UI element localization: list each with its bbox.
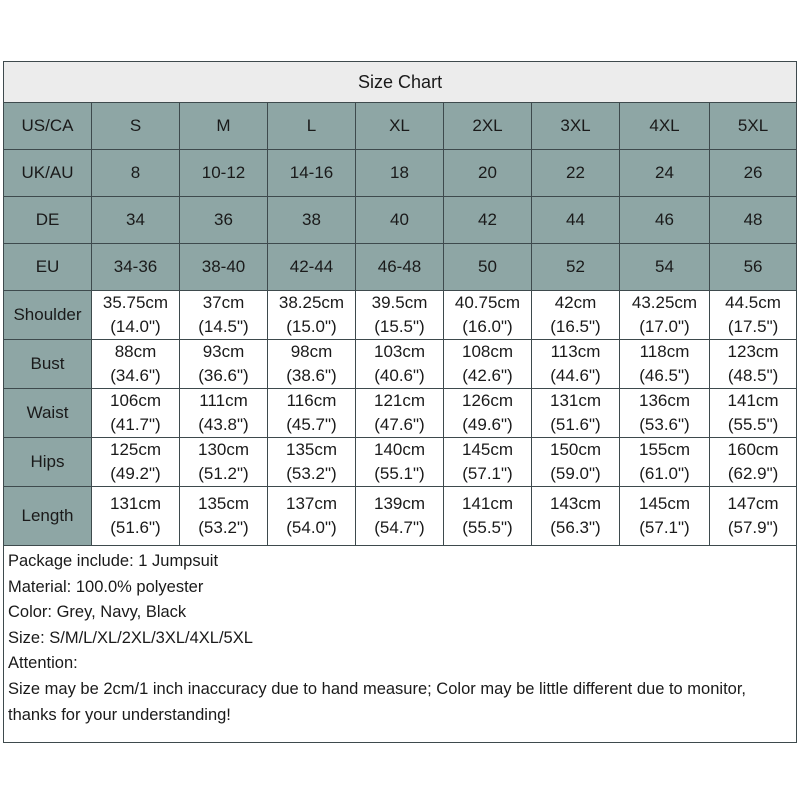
size-cell: 18	[356, 150, 444, 197]
measurement-row	[4, 340, 797, 389]
measurement-cell	[356, 340, 444, 389]
cm-value: 147cm	[727, 494, 779, 513]
cm-value: 113cm	[550, 342, 601, 361]
size-cell: 50	[444, 244, 532, 291]
size-cell: S	[92, 103, 180, 150]
inch-value: (42.6")	[462, 366, 513, 385]
cm-value: 150cm	[549, 440, 602, 459]
measurement-cell	[620, 438, 710, 487]
measurement-cell	[92, 487, 180, 546]
cm-value: 98cm	[290, 342, 333, 361]
inch-value: (15.0")	[286, 317, 337, 336]
size-cell: 46	[620, 197, 710, 244]
inch-value: (53.2")	[286, 464, 337, 483]
cm-value: 42cm	[554, 293, 597, 312]
size-cell: 20	[444, 150, 532, 197]
cm-value: 43.25cm	[631, 293, 698, 312]
row-header: Bust	[4, 340, 92, 389]
measurement-cell	[180, 291, 268, 340]
measurement-cell	[444, 389, 532, 438]
cm-value: 39.5cm	[371, 293, 428, 312]
measurement-row	[4, 291, 797, 340]
cm-value: 140cm	[373, 440, 426, 459]
size-cell: XL	[356, 103, 444, 150]
inch-value: (44.6")	[550, 366, 601, 385]
measurement-cell	[710, 487, 797, 546]
measurement-cell	[268, 438, 356, 487]
inch-value: (61.0")	[639, 464, 690, 483]
measurement-cell	[92, 291, 180, 340]
inch-value: (55.5")	[462, 518, 513, 537]
size-cell: 8	[92, 150, 180, 197]
info-line: Size may be 2cm/1 inch inaccuracy due to hand measure; Color may be little different due to monitor,	[8, 679, 746, 698]
size-row	[4, 150, 797, 197]
measurement-cell	[268, 487, 356, 546]
inch-value: (15.5")	[374, 317, 425, 336]
cm-value: 135cm	[285, 440, 338, 459]
inch-value: (55.1")	[374, 464, 425, 483]
cm-value: 143cm	[549, 494, 602, 513]
info-line: Size: S/M/L/XL/2XL/3XL/4XL/5XL	[8, 628, 253, 647]
info-row	[4, 546, 797, 743]
cm-value: 145cm	[461, 440, 514, 459]
inch-value: (49.6")	[462, 415, 513, 434]
size-cell: L	[268, 103, 356, 150]
cm-value: 44.5cm	[725, 293, 781, 312]
chart-title: Size Chart	[4, 62, 797, 103]
measurement-row	[4, 487, 797, 546]
info-line: Color: Grey, Navy, Black	[8, 603, 187, 622]
row-header: EU	[4, 244, 92, 291]
inch-value: (34.6")	[110, 366, 161, 385]
inch-value: (57.1")	[462, 464, 513, 483]
row-header: UK/AU	[4, 150, 92, 197]
size-cell: 38	[268, 197, 356, 244]
measurement-cell	[92, 340, 180, 389]
measurement-cell	[444, 340, 532, 389]
measurement-cell	[444, 291, 532, 340]
inch-value: (53.2")	[198, 518, 249, 537]
inch-value: (14.5")	[198, 317, 249, 336]
inch-value: (51.2")	[198, 464, 249, 483]
measurement-cell	[92, 389, 180, 438]
inch-value: (36.6")	[198, 366, 249, 385]
product-info	[4, 546, 797, 743]
inch-value: (55.5")	[727, 415, 779, 434]
size-row	[4, 197, 797, 244]
cm-value: 118cm	[639, 342, 690, 361]
inch-value: (51.6")	[550, 415, 601, 434]
cm-value: 123cm	[727, 342, 779, 361]
size-cell: 2XL	[444, 103, 532, 150]
row-header: DE	[4, 197, 92, 244]
size-row	[4, 103, 797, 150]
measurement-cell	[710, 291, 797, 340]
inch-value: (43.8")	[198, 415, 249, 434]
measurement-cell	[180, 438, 268, 487]
measurement-row	[4, 389, 797, 438]
size-cell: 36	[180, 197, 268, 244]
measurement-cell	[268, 389, 356, 438]
inch-value: (54.7")	[374, 518, 425, 537]
inch-value: (14.0")	[110, 317, 161, 336]
measurement-cell	[532, 340, 620, 389]
measurement-cell	[444, 487, 532, 546]
cm-value: 111cm	[199, 391, 248, 410]
cm-value: 93cm	[202, 342, 245, 361]
measurement-cell	[92, 438, 180, 487]
measurement-cell	[356, 438, 444, 487]
info-line: thanks for your understanding!	[8, 705, 231, 724]
measurement-cell	[532, 389, 620, 438]
cm-value: 135cm	[197, 494, 250, 513]
cm-value: 108cm	[461, 342, 514, 361]
cm-value: 145cm	[638, 494, 691, 513]
size-cell: 48	[710, 197, 797, 244]
cm-value: 130cm	[197, 440, 250, 459]
cm-value: 125cm	[109, 440, 162, 459]
row-header: Shoulder	[4, 291, 92, 340]
size-cell: 52	[532, 244, 620, 291]
size-cell: 46-48	[356, 244, 444, 291]
inch-value: (57.1")	[639, 518, 690, 537]
inch-value: (16.5")	[550, 317, 601, 336]
measurement-cell	[620, 389, 710, 438]
measurement-cell	[532, 291, 620, 340]
size-cell: 3XL	[532, 103, 620, 150]
cm-value: 38.25cm	[278, 293, 345, 312]
cm-value: 103cm	[373, 342, 426, 361]
inch-value: (45.7")	[286, 415, 337, 434]
size-cell: 40	[356, 197, 444, 244]
inch-value: (49.2")	[110, 464, 161, 483]
cm-value: 141cm	[461, 494, 514, 513]
row-header: Hips	[4, 438, 92, 487]
inch-value: (46.5")	[639, 366, 690, 385]
cm-value: 35.75cm	[102, 293, 169, 312]
size-cell: 26	[710, 150, 797, 197]
inch-value: (59.0")	[550, 464, 601, 483]
inch-value: (47.6")	[374, 415, 425, 434]
size-chart-table	[3, 61, 797, 743]
cm-value: 131cm	[109, 494, 162, 513]
size-cell: 5XL	[710, 103, 797, 150]
measurement-cell	[444, 438, 532, 487]
size-cell: 42-44	[268, 244, 356, 291]
measurement-cell	[356, 487, 444, 546]
measurement-cell	[180, 340, 268, 389]
size-row	[4, 244, 797, 291]
cm-value: 131cm	[549, 391, 602, 410]
inch-value: (51.6")	[110, 518, 161, 537]
inch-value: (40.6")	[374, 366, 425, 385]
cm-value: 106cm	[109, 391, 162, 410]
cm-value: 121cm	[373, 391, 426, 410]
size-cell: 38-40	[180, 244, 268, 291]
cm-value: 139cm	[373, 494, 426, 513]
info-line: Package include: 1 Jumpsuit	[8, 552, 219, 570]
inch-value: (17.0")	[639, 317, 690, 336]
cm-value: 160cm	[727, 440, 779, 459]
size-cell: 54	[620, 244, 710, 291]
measurement-cell	[268, 340, 356, 389]
size-cell: 10-12	[180, 150, 268, 197]
cm-value: 116cm	[286, 391, 337, 410]
cm-value: 126cm	[461, 391, 514, 410]
measurement-cell	[356, 291, 444, 340]
inch-value: (17.5")	[727, 317, 779, 336]
measurement-cell	[620, 340, 710, 389]
inch-value: (53.6")	[639, 415, 690, 434]
title-row	[4, 62, 797, 103]
measurement-cell	[356, 389, 444, 438]
cm-value: 136cm	[638, 391, 691, 410]
cm-value: 40.75cm	[454, 293, 521, 312]
cm-value: 141cm	[727, 391, 779, 410]
size-chart-body	[4, 62, 797, 743]
info-line: Material: 100.0% polyester	[8, 577, 204, 596]
size-cell: 4XL	[620, 103, 710, 150]
measurement-row	[4, 438, 797, 487]
inch-value: (62.9")	[727, 464, 779, 483]
measurement-cell	[180, 389, 268, 438]
inch-value: (48.5")	[727, 366, 779, 385]
measurement-cell	[710, 389, 797, 438]
cm-value: 155cm	[638, 440, 691, 459]
measurement-cell	[710, 438, 797, 487]
measurement-cell	[710, 340, 797, 389]
size-cell: 22	[532, 150, 620, 197]
inch-value: (38.6")	[286, 366, 337, 385]
size-cell: 42	[444, 197, 532, 244]
cm-value: 137cm	[285, 494, 338, 513]
inch-value: (41.7")	[110, 415, 161, 434]
size-cell: 24	[620, 150, 710, 197]
info-line: Attention:	[8, 654, 78, 673]
measurement-cell	[532, 438, 620, 487]
row-header: Waist	[4, 389, 92, 438]
inch-value: (56.3")	[550, 518, 601, 537]
size-cell: 14-16	[268, 150, 356, 197]
row-header: US/CA	[4, 103, 92, 150]
cm-value: 88cm	[114, 342, 157, 361]
measurement-cell	[180, 487, 268, 546]
measurement-cell	[620, 487, 710, 546]
row-header: Length	[4, 487, 92, 546]
size-cell: M	[180, 103, 268, 150]
size-cell: 34-36	[92, 244, 180, 291]
size-cell: 44	[532, 197, 620, 244]
size-cell: 34	[92, 197, 180, 244]
inch-value: (16.0")	[462, 317, 513, 336]
inch-value: (57.9")	[727, 518, 779, 537]
measurement-cell	[620, 291, 710, 340]
measurement-cell	[268, 291, 356, 340]
size-cell: 56	[710, 244, 797, 291]
cm-value: 37cm	[202, 293, 245, 312]
measurement-cell	[532, 487, 620, 546]
inch-value: (54.0")	[286, 518, 337, 537]
